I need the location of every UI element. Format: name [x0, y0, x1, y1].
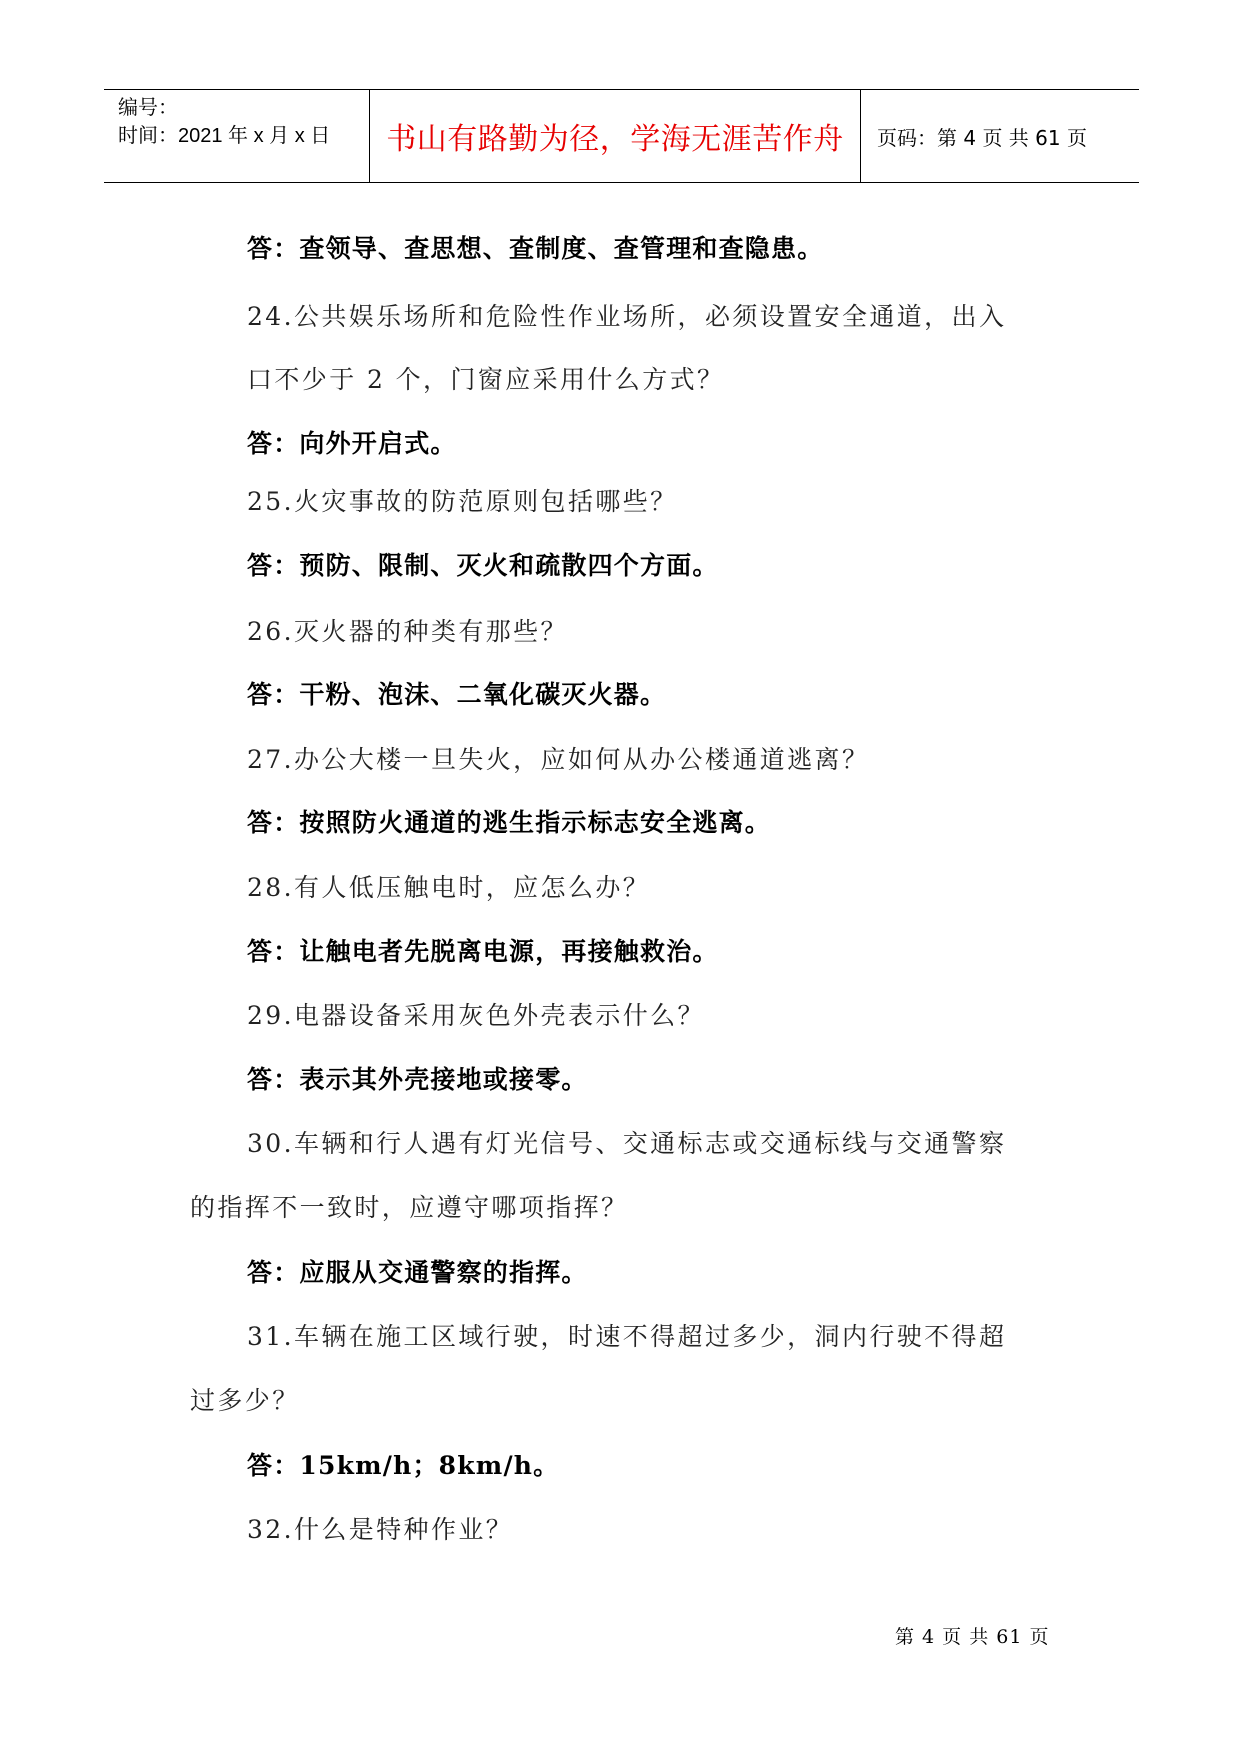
- header-motto: 书山有路勤为径，学海无涯苦作舟: [386, 122, 844, 157]
- question-line: 32.什么是特种作业？: [247, 1515, 514, 1544]
- page-header: [104, 89, 1139, 183]
- header-page-number: 页码：第 4 页 共 61 页: [877, 125, 1087, 150]
- answer-line: 答：干粉、泡沫、二氧化碳灭火器。: [247, 680, 667, 709]
- answer-line: 答：向外开启式。: [247, 429, 457, 458]
- question-line: 26.灭火器的种类有那些？: [247, 617, 568, 646]
- document-time-label: 时间：2021 年 x 月 x 日: [118, 125, 331, 147]
- answer-line: 答：查领导、查思想、查制度、查管理和查隐患。: [247, 234, 824, 263]
- answer-line: 答：表示其外壳接地或接零。: [247, 1065, 588, 1094]
- question-line: 24.公共娱乐场所和危险性作业场所，必须设置安全通道，出入: [247, 302, 1007, 331]
- document-number-label: 编号：: [118, 97, 178, 119]
- question-continuation: 口不少于 2 个，门窗应采用什么方式？: [247, 365, 725, 394]
- answer-line: 答：让触电者先脱离电源，再接触救治。: [247, 937, 719, 966]
- question-line: 27.办公大楼一旦失火，应如何从办公楼通道逃离？: [247, 745, 870, 774]
- question-line: 31.车辆在施工区域行驶，时速不得超过多少，洞内行驶不得超: [247, 1322, 1007, 1351]
- answer-line: 答：预防、限制、灭火和疏散四个方面。: [247, 551, 719, 580]
- question-line: 29.电器设备采用灰色外壳表示什么？: [247, 1001, 705, 1030]
- page-footer: 第 4 页 共 61 页: [895, 1626, 1050, 1648]
- header-meta: [104, 90, 369, 182]
- header-page-cell: [861, 90, 1139, 182]
- answer-line: 答：15km/h；8km/h。: [247, 1451, 560, 1480]
- question-line: 25.火灾事故的防范原则包括哪些？: [247, 487, 678, 516]
- answer-line: 答：按照防火通道的逃生指示标志安全逃离。: [247, 808, 772, 837]
- question-continuation: 过多少？: [190, 1386, 300, 1415]
- question-continuation: 的指挥不一致时，应遵守哪项指挥？: [190, 1193, 629, 1222]
- answer-line: 答：应服从交通警察的指挥。: [247, 1258, 588, 1287]
- header-motto-cell: [369, 90, 861, 182]
- question-line: 28.有人低压触电时，应怎么办？: [247, 873, 651, 902]
- question-line: 30.车辆和行人遇有灯光信号、交通标志或交通标线与交通警察: [247, 1129, 1007, 1158]
